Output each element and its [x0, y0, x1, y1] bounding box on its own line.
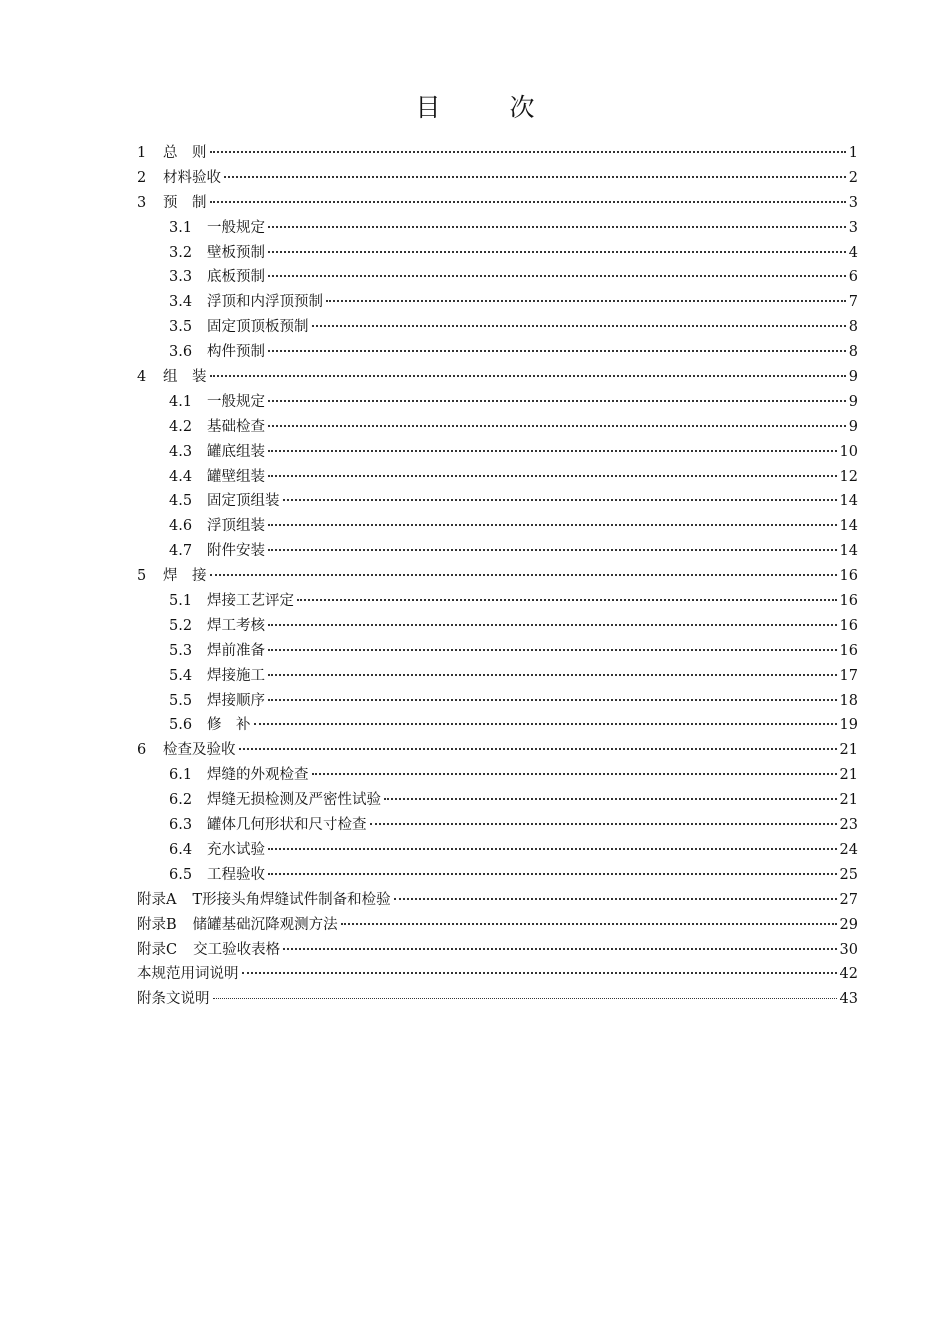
- dot-leader: [268, 649, 837, 651]
- toc-entry[interactable]: [137, 539, 858, 564]
- toc-entry[interactable]: [137, 938, 858, 963]
- toc-entry-label: 总 则: [163, 145, 207, 161]
- dot-leader: [210, 375, 846, 377]
- toc-entry-page-number: 16: [839, 617, 858, 634]
- toc-entry-label: 焊工考核: [207, 617, 265, 634]
- toc-entry[interactable]: [137, 564, 858, 589]
- dot-leader: [268, 275, 846, 277]
- toc-entry-label: 焊 接: [163, 568, 207, 585]
- toc-entry-label: 焊接施工: [207, 667, 265, 684]
- table-of-contents: [137, 141, 858, 1012]
- dot-leader: [268, 425, 846, 427]
- toc-entry-number: 6.4: [169, 841, 193, 858]
- toc-entry[interactable]: [137, 639, 858, 664]
- toc-entry-label: 罐体几何形状和尺寸检查: [207, 817, 367, 834]
- toc-entry-label: 检查及验收: [163, 742, 236, 759]
- dot-leader: [268, 848, 837, 850]
- toc-entry[interactable]: [137, 664, 858, 689]
- toc-entry-number: 4.3: [169, 443, 193, 460]
- toc-entry-label: 罐底组装: [207, 443, 265, 460]
- toc-entry-number: 3.4: [169, 294, 193, 311]
- dot-leader: [370, 823, 837, 825]
- toc-entry-page-number: 21: [839, 742, 858, 759]
- toc-entry-label: 底板预制: [207, 269, 265, 286]
- dot-leader: [283, 499, 837, 501]
- toc-entry-page-number: 17: [839, 667, 858, 684]
- toc-entry-number: 5.6: [169, 717, 193, 734]
- toc-entry-number: 5.5: [169, 692, 193, 709]
- toc-entry-number: 3.2: [169, 244, 193, 261]
- toc-entry-label: 固定顶组装: [207, 493, 280, 510]
- toc-entry[interactable]: [137, 614, 858, 639]
- toc-entry-number: 6.5: [169, 866, 193, 883]
- dot-leader: [268, 251, 846, 253]
- toc-entry-number: 4.2: [169, 418, 193, 435]
- toc-entry-page-number: 16: [839, 642, 858, 659]
- toc-entry-label: 附件安装: [207, 543, 265, 560]
- dot-leader: [213, 998, 837, 999]
- dot-leader: [268, 674, 837, 676]
- toc-entry-page-number: 12: [839, 468, 858, 485]
- dot-leader: [242, 972, 837, 974]
- toc-entry-number: 3.5: [169, 319, 193, 336]
- toc-entry-label: 浮顶和内浮顶预制: [207, 294, 323, 311]
- toc-entry[interactable]: [137, 788, 858, 813]
- toc-entry[interactable]: [137, 340, 858, 365]
- toc-entry-page-number: 25: [839, 866, 858, 883]
- toc-entry-page-number: 21: [839, 767, 858, 784]
- toc-entry-label: 组 装: [163, 369, 207, 386]
- toc-entry-page-number: 19: [839, 717, 858, 734]
- toc-entry-number: 4.4: [169, 468, 193, 485]
- dot-leader: [268, 475, 837, 477]
- toc-entry-number: 3: [137, 194, 147, 211]
- dot-leader: [210, 151, 846, 153]
- toc-entry[interactable]: [137, 440, 858, 465]
- toc-entry-page-number: 4: [848, 244, 858, 261]
- toc-entry-page-number: 9: [848, 393, 858, 410]
- dot-leader: [210, 574, 837, 576]
- toc-entry-page-number: 14: [839, 543, 858, 560]
- toc-entry-number: 3.3: [169, 269, 193, 286]
- toc-entry-label: 固定顶顶板预制: [207, 319, 309, 336]
- toc-entry-label: 储罐基础沉降观测方法: [192, 916, 338, 933]
- toc-entry-label: 构件预制: [207, 344, 265, 361]
- toc-entry[interactable]: [137, 813, 858, 838]
- toc-entry[interactable]: [137, 514, 858, 539]
- toc-entry[interactable]: [137, 913, 858, 938]
- dot-leader: [254, 723, 837, 725]
- toc-entry-label: 工程验收: [207, 866, 265, 883]
- toc-entry-page-number: 16: [839, 593, 858, 610]
- toc-entry-number: 4: [137, 369, 147, 386]
- toc-entry[interactable]: [137, 713, 858, 738]
- toc-entry[interactable]: [137, 191, 858, 216]
- toc-entry-page-number: 14: [839, 493, 858, 510]
- dot-leader: [268, 624, 837, 626]
- dot-leader: [341, 923, 837, 925]
- toc-entry-number: 5.2: [169, 617, 193, 634]
- toc-entry-number: 4.7: [169, 543, 193, 560]
- toc-entry[interactable]: [137, 166, 858, 191]
- dot-leader: [239, 748, 837, 750]
- toc-entry-number: 3.1: [169, 219, 193, 236]
- toc-entry[interactable]: [137, 888, 858, 913]
- dot-leader: [312, 773, 837, 775]
- toc-entry-page-number: 18: [839, 692, 858, 709]
- toc-entry[interactable]: [137, 141, 858, 166]
- toc-entry-page-number: 9: [848, 369, 858, 386]
- toc-entry[interactable]: [137, 315, 858, 340]
- toc-entry[interactable]: [137, 863, 858, 888]
- toc-entry-page-number: 9: [848, 418, 858, 435]
- toc-entry-page-number: 3: [848, 194, 858, 211]
- toc-entry-page-number: 10: [839, 443, 858, 460]
- toc-entry-number: 1: [137, 145, 147, 161]
- toc-entry-page-number: 6: [848, 269, 858, 286]
- dot-leader: [326, 300, 846, 302]
- toc-entry-label: 附条文说明: [137, 991, 210, 1008]
- toc-entry-page-number: 8: [848, 344, 858, 361]
- toc-entry-label: 基础检查: [207, 418, 265, 435]
- dot-leader: [312, 325, 846, 327]
- toc-entry-number: 4.6: [169, 518, 193, 535]
- toc-entry-label: 焊缝的外观检查: [207, 767, 309, 784]
- dot-leader: [268, 350, 846, 352]
- toc-entry-label: 焊接顺序: [207, 692, 265, 709]
- toc-entry-number: 3.6: [169, 344, 193, 361]
- toc-entry[interactable]: [137, 241, 858, 266]
- toc-entry-page-number: 23: [839, 817, 858, 834]
- toc-entry-number: 2: [137, 169, 147, 186]
- dot-leader: [297, 599, 837, 601]
- dot-leader: [268, 524, 837, 526]
- toc-entry[interactable]: [137, 216, 858, 241]
- toc-entry-page-number: 27: [839, 891, 858, 908]
- toc-entry-number: 4.5: [169, 493, 193, 510]
- toc-entry-number: 5.3: [169, 642, 193, 659]
- toc-entry[interactable]: [137, 589, 858, 614]
- toc-entry[interactable]: [137, 489, 858, 514]
- toc-entry-label: 罐壁组装: [207, 468, 265, 485]
- toc-entry[interactable]: [137, 689, 858, 714]
- toc-entry[interactable]: [137, 265, 858, 290]
- toc-entry-page-number: 43: [839, 991, 858, 1008]
- toc-entry-number: 附录C: [137, 941, 178, 958]
- toc-entry-number: 4.1: [169, 393, 193, 410]
- toc-entry-label: 壁板预制: [207, 244, 265, 261]
- toc-entry[interactable]: [137, 962, 858, 987]
- toc-entry-page-number: 7: [848, 294, 858, 311]
- toc-entry[interactable]: [137, 390, 858, 415]
- toc-entry-number: 6.1: [169, 767, 193, 784]
- toc-entry-page-number: 21: [839, 792, 858, 809]
- toc-entry-page-number: 1: [848, 145, 858, 161]
- toc-entry-page-number: 42: [839, 966, 858, 983]
- toc-entry-label: 材料验收: [163, 169, 221, 186]
- toc-entry-page-number: 14: [839, 518, 858, 535]
- toc-entry-number: 附录B: [137, 916, 177, 933]
- toc-entry-label: 修 补: [207, 717, 251, 734]
- toc-title: 目 次: [415, 93, 557, 122]
- toc-entry[interactable]: [137, 415, 858, 440]
- dot-leader: [268, 400, 846, 402]
- toc-entry-label: T形接头角焊缝试件制备和检验: [192, 891, 391, 908]
- toc-entry-label: 预 制: [163, 194, 207, 211]
- toc-entry-number: 5.4: [169, 667, 193, 684]
- toc-entry-number: 附录A: [137, 891, 177, 908]
- dot-leader: [210, 201, 846, 203]
- dot-leader: [268, 226, 846, 228]
- dot-leader: [268, 873, 837, 875]
- toc-entry-number: 6.2: [169, 792, 193, 809]
- dot-leader: [283, 948, 836, 950]
- toc-entry-number: 6.3: [169, 817, 193, 834]
- toc-entry-page-number: 2: [848, 169, 858, 186]
- dot-leader: [224, 176, 846, 178]
- toc-entry-label: 一般规定: [207, 219, 265, 236]
- toc-entry-label: 充水试验: [207, 841, 265, 858]
- dot-leader: [394, 898, 837, 900]
- toc-entry-label: 一般规定: [207, 393, 265, 410]
- toc-entry-page-number: 3: [848, 219, 858, 236]
- toc-entry-page-number: 24: [839, 841, 858, 858]
- dot-leader: [268, 549, 837, 551]
- toc-entry-page-number: 30: [839, 941, 858, 958]
- toc-entry-number: 5.1: [169, 593, 193, 610]
- toc-entry-number: 6: [137, 742, 147, 759]
- toc-entry-page-number: 8: [848, 319, 858, 336]
- dot-leader: [384, 798, 837, 800]
- toc-entry[interactable]: [137, 763, 858, 788]
- toc-entry[interactable]: [137, 365, 858, 390]
- toc-entry-number: 5: [137, 568, 147, 585]
- toc-entry[interactable]: [137, 290, 858, 315]
- toc-entry-label: 焊缝无损检测及严密性试验: [207, 792, 381, 809]
- toc-entry-page-number: 29: [839, 916, 858, 933]
- toc-entry-label: 浮顶组装: [207, 518, 265, 535]
- toc-entry-page-number: 16: [839, 568, 858, 585]
- toc-entry[interactable]: [137, 738, 858, 763]
- toc-entry-label: 交工验收表格: [193, 941, 281, 958]
- toc-entry[interactable]: [137, 987, 858, 1012]
- dot-leader: [268, 450, 837, 452]
- toc-entry-label: 焊接工艺评定: [207, 593, 294, 610]
- toc-entry[interactable]: [137, 465, 858, 490]
- toc-entry-label: 焊前准备: [207, 642, 265, 659]
- dot-leader: [268, 699, 837, 701]
- toc-entry-label: 本规范用词说明: [137, 966, 239, 983]
- toc-entry[interactable]: [137, 838, 858, 863]
